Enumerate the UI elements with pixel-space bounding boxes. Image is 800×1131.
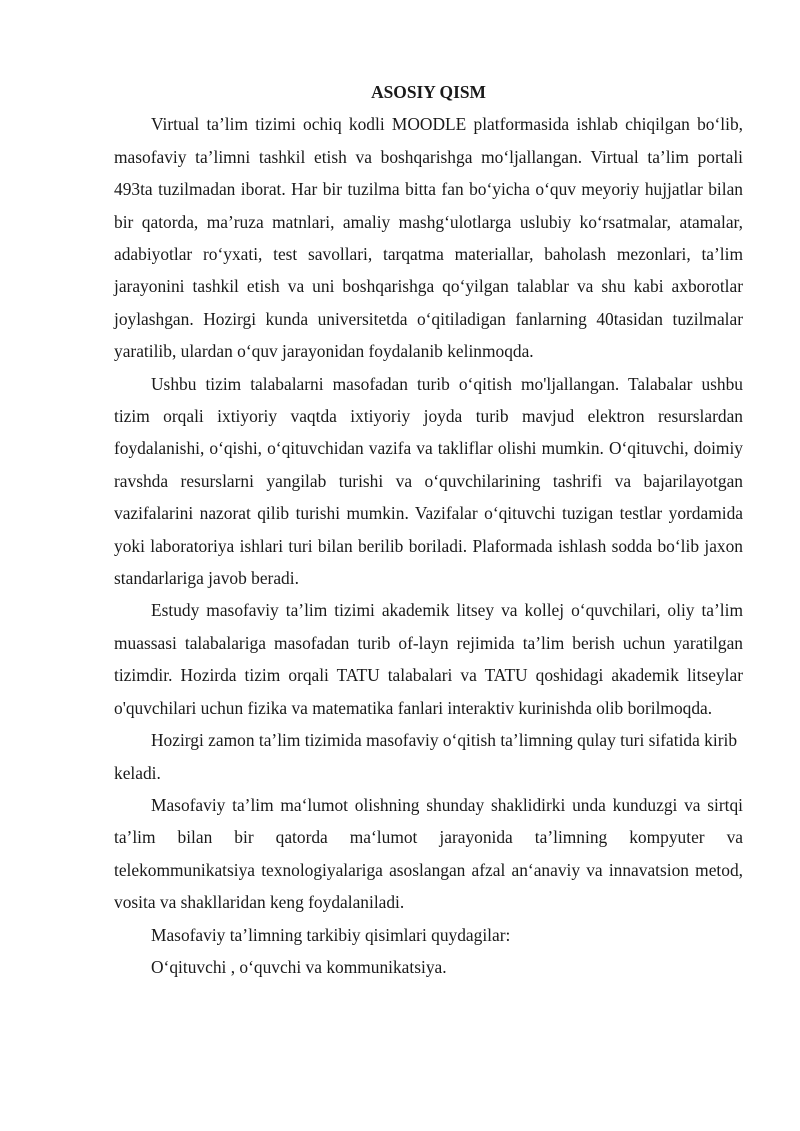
section-title: ASOSIY QISM (371, 82, 486, 102)
paragraph-system-usage: Ushbu tizim talabalarni masofadan turib o‘qitish mo'ljallangan. Talabalar ushbu tizim orqali ixtiyoriy vaqtda ixtiyoriy joyda turib mavjud elektron resurslardan foydalanishi, o‘qishi, o‘qituvchidan vazifa va takliflar olishi mumkin. O‘qituvchi, doimiy ravshda resurslarni yangilab turishi va o‘quvchilarining tashrifi va bajarilayotgan vazifalarini nazorat qilib turishi mumkin. Vazifalar o‘qituvchi tuzigan testlar yordamida yoki laboratoriya ishlari turi bilan berilib boriladi. Plaformada ishlash sodda bo‘lib jaxon standarlariga javob beradi. (114, 373, 743, 589)
paragraph-distance-definition: Masofaviy ta’lim ma‘lumot olishning shunday shaklidirki unda kunduzgi va sirtqi ta’lim bilan bir qatorda ma‘lumot jarayonida ta’limning kompyuter va telekommunikatsiya texnologiyalariga asoslangan afzal an‘anaviy va innavatsion metod, vosita va shakllaridan keng foydalaniladi. (114, 794, 743, 913)
paragraph-estudy: Estudy masofaviy ta’lim tizimi akademik litsey va kollej o‘quvchilari, oliy ta’lim muassasi talabalariga masofadan turib of-layn rejimida ta’lim berish uchun yaratilgan tizimdir. Hozirda tizim orqali TATU talabalari va TATU qoshidagi akademik litseylar o'quvchilari uchun fizika va matematika fanlari interaktiv kurinishda olib borilmoqda. (114, 600, 743, 718)
paragraph-components-list: O‘qituvchi , o‘quvchi va kommunikatsiya. (151, 956, 447, 977)
paragraph-components-intro: Masofaviy ta’limning tarkibiy qisimlari quydagilar: (151, 924, 511, 945)
paragraph-modern-education: Hozirgi zamon ta’lim tizimida masofaviy o‘qitish ta’limning qulay turi sifatida kirib keladi. (114, 730, 738, 783)
paragraph-moodle: Virtual ta’lim tizimi ochiq kodli MOODLE platformasida ishlab chiqilgan bo‘lib, masofaviy ta’limni tashkil etish va boshqarishga mo‘ljallangan. Virtual ta’lim portali 493ta tuzilmadan iborat. Har bir tuzilma bitta fan bo‘yicha o‘quv meyoriy hujjatlar bilan bir qatorda, ma’ruza matnlari, amaliy mashg‘ulotlarga uslubiy ko‘rsatmalar, atamalar, adabiyotlar ro‘yxati, test savollari, tarqatma materiallar, baholash mezonlari, ta’lim jarayonini tashkil etish va uni boshqarishga qo‘yilgan talablar va shu kabi axborotlar joylashgan. Hozirgi kunda universitetda o‘qitiladigan fanlarning 40tasidan tuzilmalar yaratilib, ulardan o‘quv jarayonidan foydalanib kelinmoqda. (114, 114, 743, 362)
